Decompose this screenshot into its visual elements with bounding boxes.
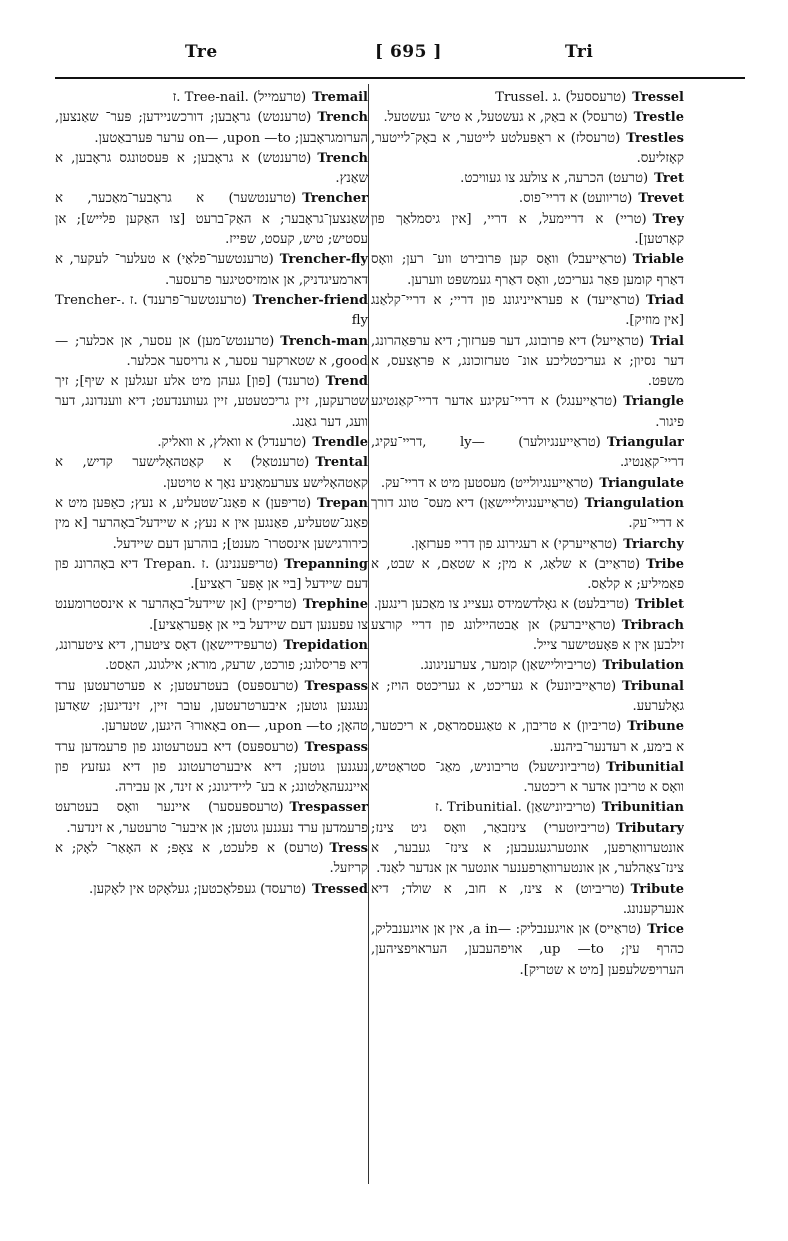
dictionary-entry [371, 677, 684, 718]
dictionary-entry [371, 129, 684, 170]
entry-headword: Trice [647, 922, 684, 938]
entry-definition: (טראַייערקי) א רעגירונג פון דריי פערזאָן. [410, 536, 618, 552]
entry-definition: (טריביוליישאַן) קומער, צערעניגונג. [420, 658, 597, 674]
entry-headword: Tressed [312, 881, 368, 897]
entry-headword: Trevet [638, 191, 684, 207]
right-column [371, 88, 684, 1188]
dictionary-entry [55, 880, 368, 900]
entry-headword: Trepanning [284, 556, 368, 572]
header-left-guideword: Tre [185, 42, 218, 62]
dictionary-entry [371, 880, 684, 921]
dictionary-entry [55, 433, 368, 453]
header-right-guideword: Tri [565, 42, 594, 62]
entry-definition: (טרעמייל) .Tree-nail .ז [172, 90, 307, 105]
entry-definition: (טראַייענגיולייישאַן) דיא מעס־ טונג דורך א דריי־עק. [371, 495, 684, 532]
entry-headword: Trepidation [283, 638, 368, 654]
entry-definition: (טרעססעל) .ג .Trussel [495, 90, 627, 105]
entry-headword: Tribunal [622, 678, 684, 694]
page-header [55, 42, 745, 78]
entry-definition: (טרעסל) א באַק, א געשטעל, א טיש־ געשטעל. [383, 110, 628, 126]
entry-definition: (טראַייביונעל) א געריכט, א געריכטס הויז; א גאָלערעע. [371, 678, 684, 714]
entry-definition: (טריביונישעל) טריבוניש, מאַג־ סטראַטיש, וואָס א טריבון אדער א ריכטער. [371, 759, 684, 796]
entry-definition: (טריביוט) א צינז, א חוב, א שולד; דיא אנערקענונג. [371, 881, 684, 917]
dictionary-entry [371, 210, 684, 251]
dictionary-entry [55, 738, 368, 799]
page-number: [ 695 ] [375, 42, 442, 62]
entry-headword: Triad [645, 292, 684, 308]
entry-definition: (טראַייס) אן אויגענבליק: —a in, אין אן אויגענבליק, כהרף עין; up —to, אויפהעבען, העראויפציהען, הערויפשלעפען [מיט א שטריק]. [371, 922, 684, 978]
entry-headword: Tribune [627, 719, 684, 735]
entry-headword: Trestle [633, 110, 684, 126]
entry-definition: (טרעספּעס) דיא בעטרעטונג פון פרעמדען ערד נעגנען גוטען; דיא איבערטרעטונג פון דיא געזעץ פון איינגעהאַלטונג; א בע־ ליידיגונג; א זינד, אן עבירה. [55, 739, 368, 796]
dictionary-entry [371, 189, 684, 209]
entry-definition: (טריביוטערי) צינזבאַר, וואָס גיט צינז; אונטערוואַרפען, אונטערגעגעבען; א צינז־ געבער, א צינז־צאַהלער, אן אונטערוואַרפענער אונטער אן אנדער לאַנד. [371, 820, 684, 877]
entry-definition: (טרענד) [פון] געהן מיט אלע זעגלען א שיף]; זיך שטרעקען, זיין גריכטעטע, זיין געווענדעט; דיא ווענדונג, דער וועג, דער גאַנג. [55, 374, 368, 430]
entry-definition: (טריפּעננינג) .ז .Trepan דיא באָהרונג פון דעם שיידעל [ביי אן אָפּע־ ראַציע]. [55, 556, 368, 593]
entry-headword: Triangle [623, 394, 684, 410]
dictionary-entry [55, 839, 368, 880]
dictionary-entry [55, 555, 368, 596]
dictionary-entry [371, 920, 684, 981]
dictionary-entry [55, 291, 368, 332]
entry-headword: Trespass [304, 739, 368, 755]
dictionary-entry [55, 677, 368, 738]
entry-headword: Trencher-friend [252, 292, 368, 308]
dictionary-entry [371, 798, 684, 818]
entry-definition: (טריפּען) א פאַנג־שטעליע, א נעץ; כאַפּען מיט א פאַנג־שטעליע, פאַנגען אין א נעץ; א שיידעל־באָהרער [א מין כירורגישען אינסטרו־ מענט]; בוהרען דעם שיידעל. [55, 495, 368, 552]
dictionary-entry [55, 149, 368, 190]
entry-headword: Trench [317, 150, 368, 166]
dictionary-entry [371, 595, 684, 615]
dictionary-entry [55, 798, 368, 839]
entry-headword: Trestles [626, 130, 684, 146]
dictionary-entry [55, 372, 368, 433]
entry-definition: (טרענדל) א וואלץ, א וואליק. [157, 435, 307, 451]
dictionary-entry [371, 616, 684, 657]
entry-headword: Triangulate [599, 475, 684, 491]
entry-definition: (טרענטשער־פרענד) .ז .Trencher-fly [55, 292, 368, 329]
dictionary-entry [371, 717, 684, 758]
entry-headword: Trespass [304, 678, 368, 694]
dictionary-entry [371, 494, 684, 535]
entry-definition: (טריפיין) [אן שיידעל־באָהרער א אינסטרומענט צו עפענען דעם שיידעל ביי אן אָפּעראַציע]. [55, 597, 368, 633]
entry-definition: (טריביון) א טריבון, א טאַגעסמראַס, א ריכטער, א בימע, א רעדנער־ביהנע. [371, 719, 684, 755]
entry-definition: (טרענטש) א גראָבען; א פּעסטונגס גראָבען, א שאַנץ. [55, 150, 368, 187]
entry-headword: Trey [652, 211, 684, 227]
entry-definition: (טרעסלז) א ראַפּעלטע לייטער, א באָק־לייטער, קאָזליעס. [371, 130, 684, 166]
entry-headword: Triarchy [623, 536, 684, 552]
entry-definition: (טרענטשער־פלאַי) א טעלער־ לעקער, א דארמעיגדניק, אן אומזיסטיגער פרעסער. [55, 252, 368, 288]
entry-definition: (טריביונישאַן) .Tribunitial .ז [434, 800, 596, 816]
entry-headword: Trench-man [280, 333, 368, 349]
dictionary-entry [55, 332, 368, 373]
entry-headword: Tribunitian [601, 800, 684, 816]
entry-definition: (טרענטאַל) א קאַטהאָלישער קדיש, א קאַטהאָלישע צערעמאָניע נאָך א טויטען. [55, 455, 368, 491]
entry-definition: (טראַייענגל) א דריי־עקיגע אדער דריי־קאַנטיגע פיגור. [371, 394, 684, 430]
entry-headword: Tribrach [621, 617, 684, 633]
entry-definition: (טריבלעט) א גאָלדשמידס געצייג צו מאַכען רינגען. [373, 597, 630, 613]
entry-headword: Tret [654, 171, 684, 187]
dictionary-entry [371, 819, 684, 880]
entry-definition: (טרעסד) געפלאָכטען; געלאָקט אין לאָקען. [89, 881, 307, 897]
dictionary-entry [371, 88, 684, 108]
entry-headword: Tremail [312, 90, 368, 105]
entry-definition: (טרעס) א פלעכט, א צאָפּ; א האָאַר־ לאָק; א קריזעל. [55, 840, 368, 877]
entry-headword: Tressel [632, 90, 684, 105]
entry-headword: Trial [650, 333, 684, 349]
entry-definition: (טרענטש) גראָבען; דורכשניידען; פּער־ שאַנצען, הערומגראָבען; on— ,upon —to ערער פּערבאַטען. [55, 110, 368, 146]
dictionary-entry [371, 656, 684, 676]
entry-headword: Trencher-fly [279, 252, 368, 268]
entry-headword: Triangulation [584, 495, 684, 511]
header-rule [55, 77, 745, 79]
entry-headword: Trendle [312, 435, 368, 451]
dictionary-entry [55, 250, 368, 291]
entry-definition: (טראַייענגיולער) —ly ,דריי־עקיג, דריי־קאַנטיג. [371, 435, 684, 471]
entry-headword: Tribunitial [606, 759, 684, 775]
entry-definition: (טראַייב) א שלאַג, א מין; א שטאַם, א שבט, א פאַמיליע; א קלאַס. [371, 556, 684, 593]
column-divider [368, 84, 369, 1184]
entry-definition: (טריי) א דריימעל, א דריי, [אין גיסמלאַך פון קאָרטען]. [371, 211, 684, 248]
entry-definition: (טרעפּידיישאַן) דאָס ציטערן, דיא ציטערונג, דיא פּריסלונג; פורכט, שרעק, מורא; אילגונג, האַסט. [55, 638, 368, 674]
dictionary-entry [371, 291, 684, 332]
dictionary-entry [371, 758, 684, 799]
dictionary-entry [55, 189, 368, 250]
entry-definition: (טראַייעד) א פעראייניגונג פון דריי; א דריי־קלאַנג [אין מוזיק]. [371, 292, 684, 329]
entry-definition: (טרענטשער) א גראָבער־מאַכער, א שאַנצען־גראָבער; א האַק־ברעט [צו האַקען פלייש]; אן עסטיש; טיש, קעסט, שפּייז. [55, 191, 368, 248]
entry-headword: Trepan [317, 495, 368, 511]
entry-headword: Triblet [635, 597, 684, 613]
entry-headword: Tribe [646, 556, 684, 572]
entry-headword: Trephine [302, 597, 368, 613]
dictionary-entry [55, 636, 368, 677]
dictionary-entry [371, 108, 684, 128]
entry-definition: (טרעספּעסער) איינער וואָס בעטרעט פרעמדען ערד נעגנען גוטען; אן איבער־ טרעטער, א זינדער. [55, 800, 368, 836]
dictionary-entry [55, 108, 368, 149]
entry-definition: (טראַייעל) דיא פּרובונג, דער פּערזוך; דיא ערפּאַהרונג, דער נסיון; א געריכטליכע אונ־ טערזוכונג, א פּראָצעס, א משפּט. [371, 333, 684, 390]
entry-definition: (טרענטש־מען) אן עסער, אן אכלער; —good, א שטארקער עסער, א גרויסער אכלער. [55, 333, 368, 369]
dictionary-entry [55, 453, 368, 494]
entry-headword: Tress [329, 840, 368, 856]
dictionary-entry [371, 332, 684, 393]
entry-headword: Trend [325, 374, 368, 390]
dictionary-entry [371, 392, 684, 433]
entry-headword: Trench [317, 110, 368, 126]
entry-headword: Triable [632, 252, 684, 268]
dictionary-entry [371, 169, 684, 189]
entry-headword: Trencher [302, 191, 368, 207]
entry-headword: Triangular [606, 435, 684, 451]
dictionary-entry [55, 595, 368, 636]
left-column [55, 88, 368, 1188]
entry-headword: Tribute [630, 881, 684, 897]
dictionary-entry [371, 250, 684, 291]
dictionary-entry [371, 474, 684, 494]
entry-definition: (טריוועט) א דריי־פוס. [518, 191, 633, 207]
entry-definition: (טראַייברעק) אן אַבטהיילונג פון דריי קורצע זילבען אין א פּאָעטישער צייל. [371, 617, 684, 654]
entry-definition: (טרעט) הכרעה, א צולעג צו געוויכט. [460, 171, 649, 187]
entry-definition: (טראַייענגיולייט) מעסטען מיט א דריי־עק. [380, 475, 594, 491]
dictionary-entry [371, 535, 684, 555]
entry-headword: Trental [315, 455, 368, 471]
entry-definition: (טרעספּעס) בעטרעטען; א פערטרעטען ערד נעגנען גוטען; איבערטרעטען, עובר זיין, זינדיגען; שאַדען טהאָן; on— ,upon —to באָאורוּ־ היגען, שטערען. [55, 678, 368, 735]
entry-headword: Tributary [616, 820, 684, 836]
dictionary-entry [55, 88, 368, 108]
dictionary-entry [55, 494, 368, 555]
entry-headword: Tribulation [602, 658, 684, 674]
entry-headword: Trespasser [289, 800, 368, 816]
dictionary-entry [371, 433, 684, 474]
entry-definition: (טראַייעבל) וואָס קען פּרובירט ווע־ רען; וואָס דאַרף קומען פאַר געריכט, וואָס דאַרף געמשפּט ווערען. [371, 252, 684, 288]
dictionary-entry [371, 555, 684, 596]
